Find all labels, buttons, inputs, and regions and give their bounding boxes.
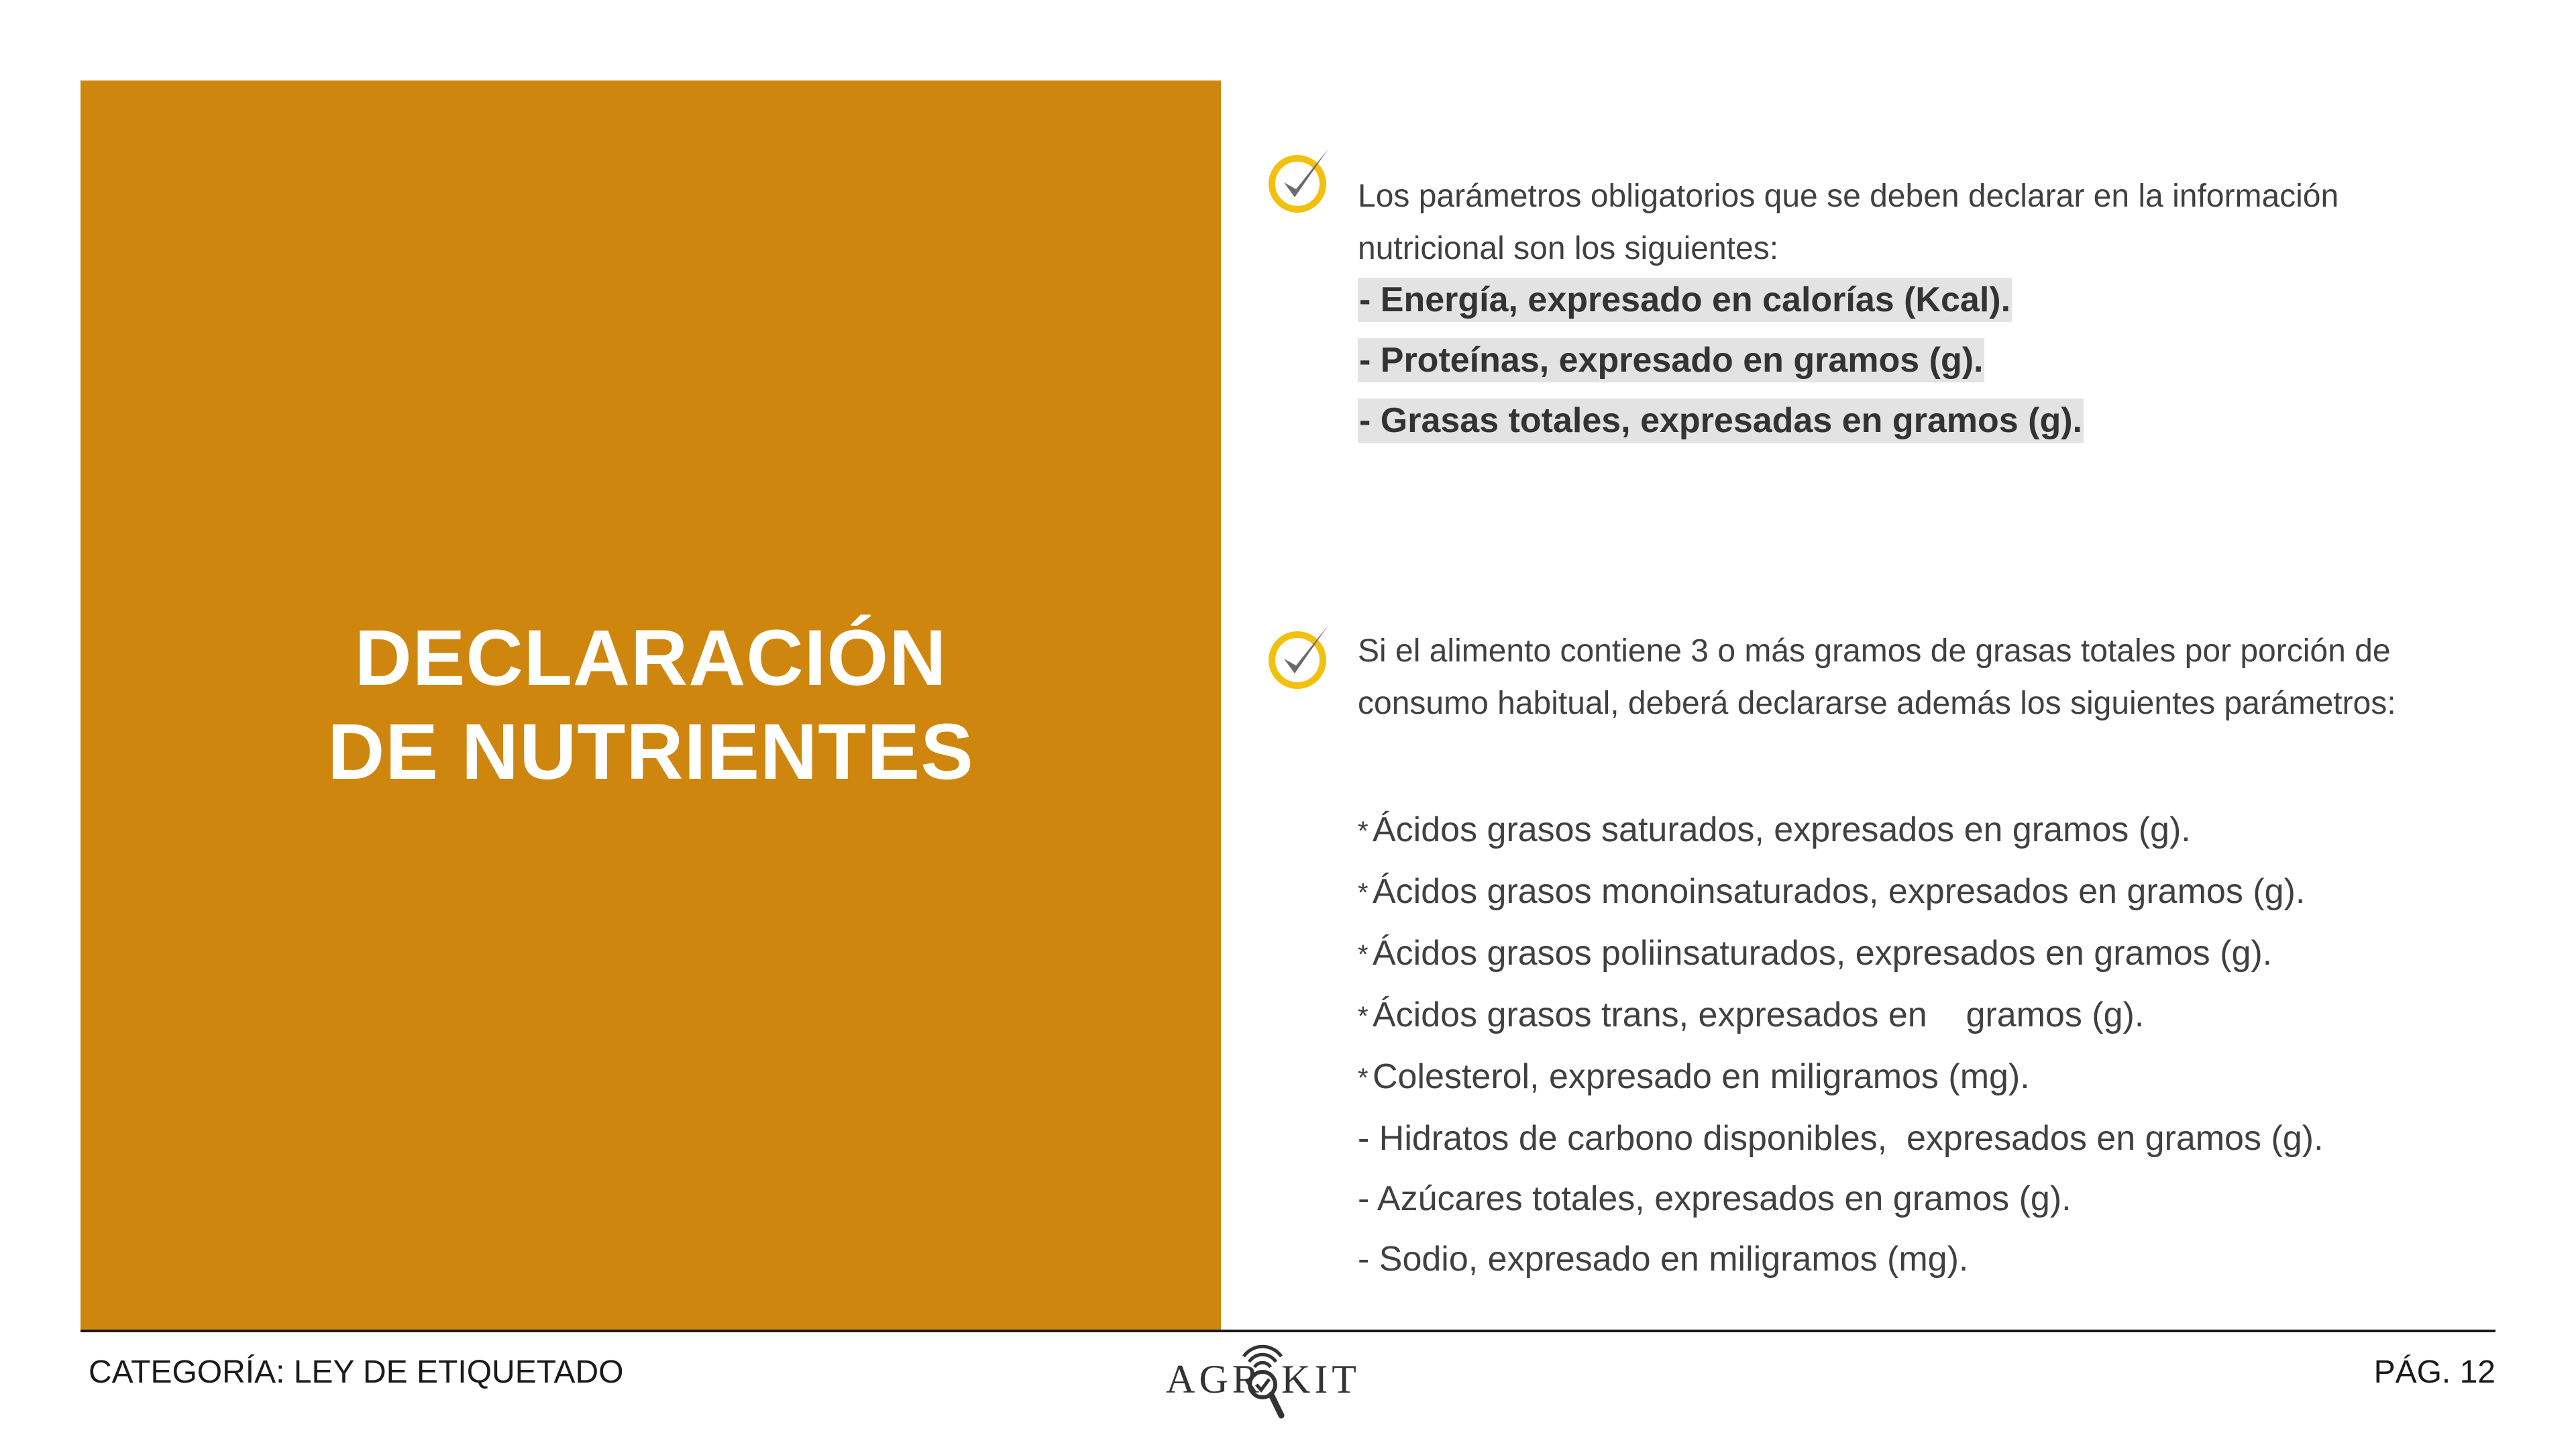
logo-text-right: KIT xyxy=(1281,1357,1360,1401)
section1-intro-line2: nutricional son los siguientes: xyxy=(1358,231,1779,266)
page-number: PÁG. 12 xyxy=(2373,1354,2496,1390)
list-item: - Azúcares totales, expresados en gramos (g). xyxy=(1358,1179,2072,1218)
section-conditional xyxy=(1358,625,2498,1289)
list-item: * Ácidos grasos monoinsaturados, expresados en gramos (g). xyxy=(1358,872,2306,911)
section2-intro-line2: consumo habitual, deberá declararse además los siguientes parámetros: xyxy=(1358,686,2396,721)
list-item: * Ácidos grasos trans, expresados en gramos (g). xyxy=(1358,996,2145,1034)
list-item: - Hidratos de carbono disponibles, expresados en gramos (g). xyxy=(1358,1119,2324,1158)
mandatory-item-protein: - Proteínas, expresado en gramos (g). xyxy=(1358,338,1984,382)
checkmark-circle-icon xyxy=(1267,621,1336,691)
section1-intro-line1: Los parámetros obligatorios que se deben declarar en la información xyxy=(1358,178,2339,214)
section-mandatory xyxy=(1358,170,2498,459)
title-panel xyxy=(80,80,1221,1330)
list-item: - Sodio, expresado en miligramos (mg). xyxy=(1358,1240,1969,1279)
footer-divider xyxy=(80,1330,2496,1332)
title-line-2: DE NUTRIENTES xyxy=(327,708,974,796)
agrokit-logo xyxy=(1166,1336,1367,1430)
mandatory-item-energy: - Energía, expresado en calorías (Kcal). xyxy=(1358,278,2012,322)
list-item: * Ácidos grasos poliinsaturados, expresados en gramos (g). xyxy=(1358,934,2273,973)
title-line-1: DECLARACIÓN xyxy=(354,614,947,702)
section2-intro-line1: Si el alimento contiene 3 o más gramos de grasas totales por porción de xyxy=(1358,633,2391,669)
footer-category: CATEGORÍA: LEY DE ETIQUETADO xyxy=(89,1354,624,1390)
logo-text-left: AGR xyxy=(1166,1357,1263,1401)
mandatory-item-fat: - Grasas totales, expresadas en gramos (g). xyxy=(1358,398,2084,443)
list-item: * Colesterol, expresado en miligramos (mg). xyxy=(1358,1057,2030,1096)
checkmark-circle-icon xyxy=(1267,145,1336,215)
list-item: * Ácidos grasos saturados, expresados en gramos (g). xyxy=(1358,810,2191,849)
